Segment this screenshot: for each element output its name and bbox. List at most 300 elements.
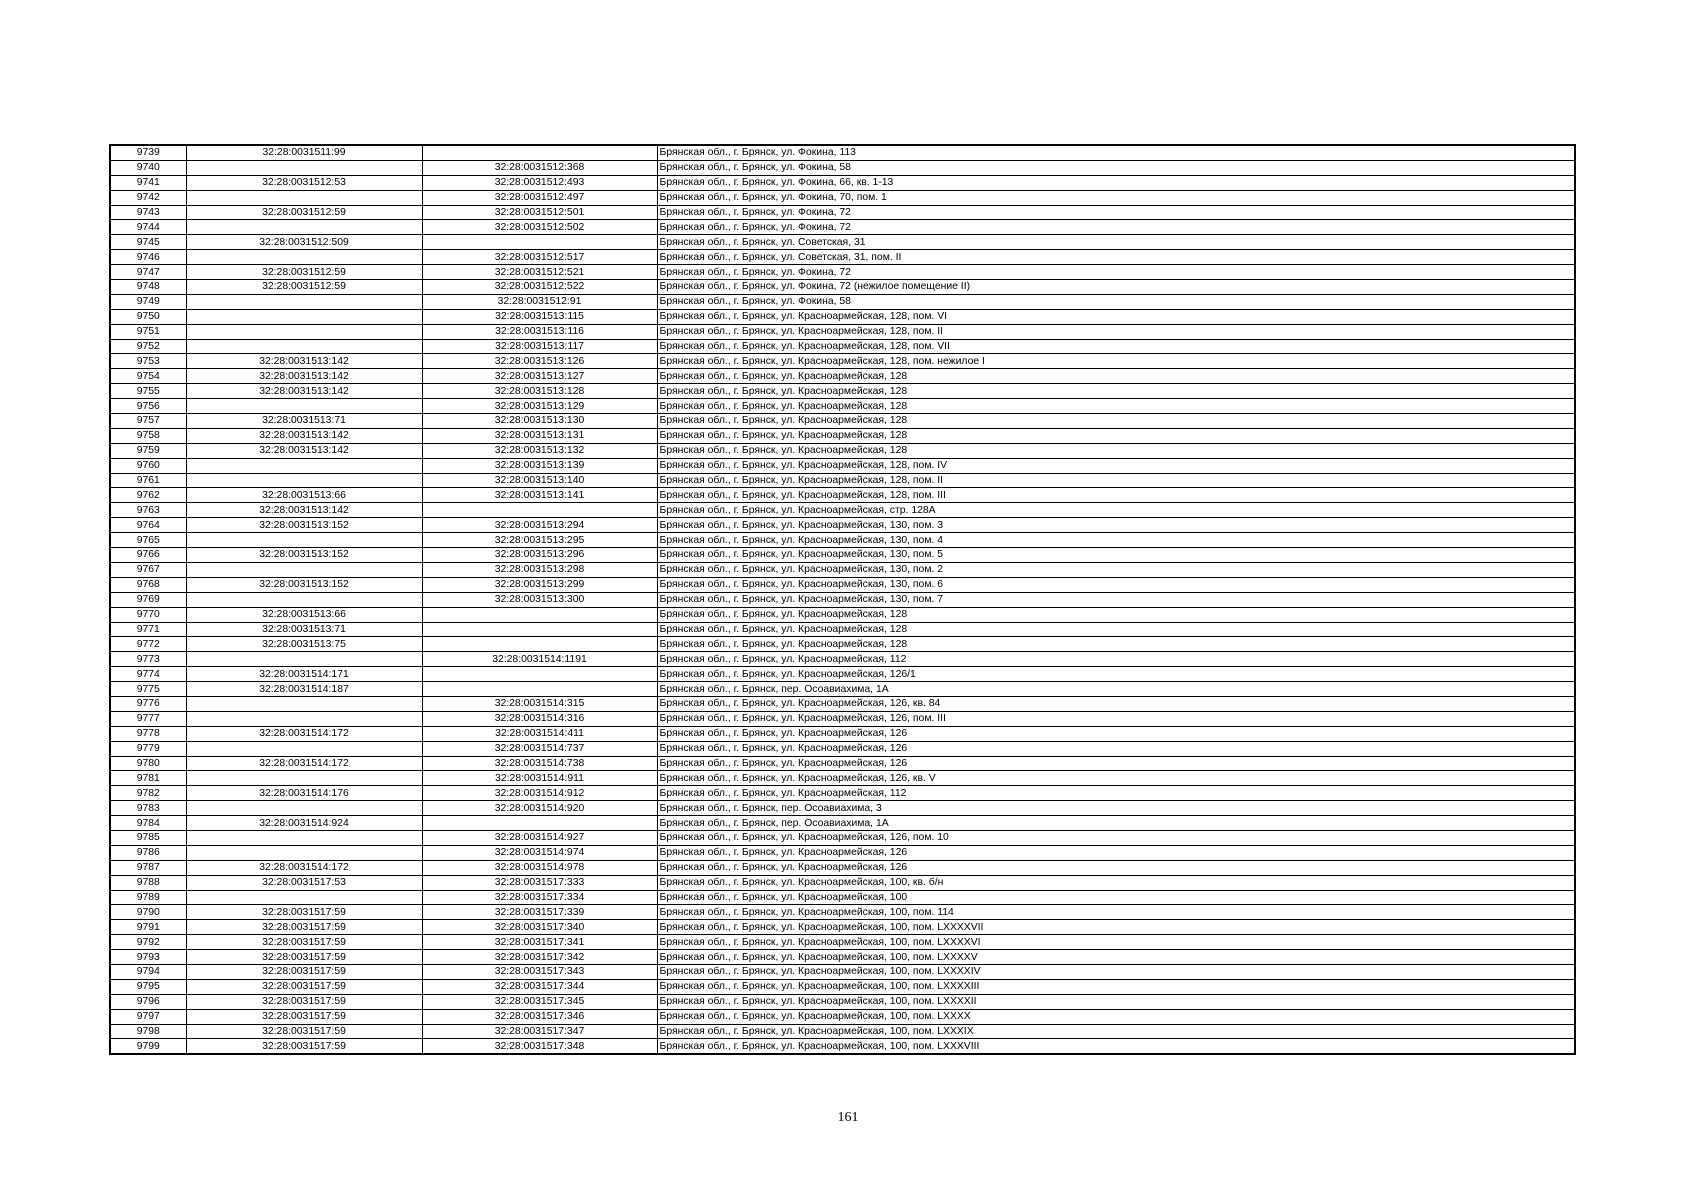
address-cell: Брянская обл., г. Брянск, ул. Красноармейская, 112: [657, 786, 1575, 801]
premises-cadastral-number-cell: 32:28:0031513:117: [422, 339, 657, 354]
row-number-cell: 9758: [110, 428, 186, 443]
table-row: [110, 801, 1575, 816]
table-row: [110, 548, 1575, 563]
premises-cadastral-number-cell: [422, 607, 657, 622]
address-cell: Брянская обл., г. Брянск, ул. Красноармейская, 112: [657, 652, 1575, 667]
cadastral-number-cell: [186, 890, 422, 905]
premises-cadastral-number-cell: 32:28:0031514:911: [422, 771, 657, 786]
table-row: [110, 1024, 1575, 1039]
table-row: [110, 756, 1575, 771]
address-cell: Брянская обл., г. Брянск, ул. Красноармейская, 100, пом. LXXXVIII: [657, 1039, 1575, 1054]
address-cell: Брянская обл., г. Брянск, ул. Красноармейская, 100, пом. LXXXXIII: [657, 979, 1575, 994]
address-cell: Брянская обл., г. Брянск, ул. Красноармейская, 128: [657, 637, 1575, 652]
row-number-cell: 9753: [110, 354, 186, 369]
premises-cadastral-number-cell: [422, 682, 657, 697]
row-number-cell: 9761: [110, 473, 186, 488]
row-number-cell: 9775: [110, 682, 186, 697]
table-row: [110, 577, 1575, 592]
address-cell: Брянская обл., г. Брянск, ул. Фокина, 72: [657, 265, 1575, 280]
row-number-cell: 9798: [110, 1024, 186, 1039]
table-row: [110, 1009, 1575, 1024]
premises-cadastral-number-cell: 32:28:0031513:116: [422, 324, 657, 339]
row-number-cell: 9792: [110, 935, 186, 950]
cadastral-number-cell: [186, 533, 422, 548]
table-row: [110, 458, 1575, 473]
premises-cadastral-number-cell: 32:28:0031512:501: [422, 205, 657, 220]
premises-cadastral-number-cell: 32:28:0031512:91: [422, 294, 657, 309]
cadastral-number-cell: 32:28:0031517:59: [186, 964, 422, 979]
address-cell: Брянская обл., г. Брянск, ул. Фокина, 58: [657, 294, 1575, 309]
cadastral-number-cell: [186, 845, 422, 860]
cadastral-number-cell: 32:28:0031514:924: [186, 816, 422, 831]
premises-cadastral-number-cell: 32:28:0031514:974: [422, 845, 657, 860]
row-number-cell: 9757: [110, 414, 186, 429]
row-number-cell: 9794: [110, 964, 186, 979]
address-cell: Брянская обл., г. Брянск, ул. Красноармейская, 100: [657, 890, 1575, 905]
address-cell: Брянская обл., г. Брянск, ул. Красноармейская, 126: [657, 860, 1575, 875]
address-cell: Брянская обл., г. Брянск, ул. Советская, 31: [657, 235, 1575, 250]
table-row: [110, 964, 1575, 979]
premises-cadastral-number-cell: 32:28:0031517:347: [422, 1024, 657, 1039]
premises-cadastral-number-cell: 32:28:0031514:1191: [422, 652, 657, 667]
premises-cadastral-number-cell: 32:28:0031513:139: [422, 458, 657, 473]
table-row: [110, 294, 1575, 309]
premises-cadastral-number-cell: 32:28:0031513:132: [422, 443, 657, 458]
row-number-cell: 9797: [110, 1009, 186, 1024]
premises-cadastral-number-cell: 32:28:0031517:346: [422, 1009, 657, 1024]
row-number-cell: 9788: [110, 875, 186, 890]
premises-cadastral-number-cell: 32:28:0031513:299: [422, 577, 657, 592]
cadastral-number-cell: [186, 562, 422, 577]
cadastral-number-cell: 32:28:0031511:99: [186, 145, 422, 160]
table-row: [110, 890, 1575, 905]
cadastral-number-cell: 32:28:0031517:59: [186, 950, 422, 965]
premises-cadastral-number-cell: 32:28:0031514:316: [422, 711, 657, 726]
premises-cadastral-number-cell: [422, 667, 657, 682]
address-cell: Брянская обл., г. Брянск, ул. Красноармейская, 100, пом. LXXXXVI: [657, 935, 1575, 950]
cadastral-number-cell: 32:28:0031517:53: [186, 875, 422, 890]
premises-cadastral-number-cell: 32:28:0031512:517: [422, 250, 657, 265]
row-number-cell: 9789: [110, 890, 186, 905]
address-cell: Брянская обл., г. Брянск, ул. Красноармейская, 128, пом. нежилое I: [657, 354, 1575, 369]
address-cell: Брянская обл., г. Брянск, ул. Красноармейская, 100, пом. LXXXXV: [657, 950, 1575, 965]
row-number-cell: 9748: [110, 280, 186, 295]
premises-cadastral-number-cell: [422, 816, 657, 831]
table-row: [110, 220, 1575, 235]
address-cell: Брянская обл., г. Брянск, ул. Красноармейская, 128: [657, 428, 1575, 443]
premises-cadastral-number-cell: 32:28:0031513:141: [422, 488, 657, 503]
address-cell: Брянская обл., г. Брянск, ул. Красноармейская, 128: [657, 622, 1575, 637]
cadastral-number-cell: 32:28:0031512:59: [186, 205, 422, 220]
row-number-cell: 9766: [110, 548, 186, 563]
table-row: [110, 1039, 1575, 1054]
premises-cadastral-number-cell: 32:28:0031517:339: [422, 905, 657, 920]
address-cell: Брянская обл., г. Брянск, ул. Красноармейская, 130, пом. 2: [657, 562, 1575, 577]
table-row: [110, 190, 1575, 205]
cadastral-number-cell: [186, 711, 422, 726]
row-number-cell: 9739: [110, 145, 186, 160]
cadastral-number-cell: 32:28:0031513:152: [186, 548, 422, 563]
cadastral-number-cell: [186, 220, 422, 235]
address-cell: Брянская обл., г. Брянск, ул. Красноармейская, 100, пом. LXXXXIV: [657, 964, 1575, 979]
cadastral-number-cell: 32:28:0031513:71: [186, 414, 422, 429]
premises-cadastral-number-cell: 32:28:0031517:348: [422, 1039, 657, 1054]
row-number-cell: 9754: [110, 369, 186, 384]
address-cell: Брянская обл., г. Брянск, ул. Красноармейская, 126/1: [657, 667, 1575, 682]
row-number-cell: 9765: [110, 533, 186, 548]
premises-cadastral-number-cell: 32:28:0031513:129: [422, 399, 657, 414]
row-number-cell: 9778: [110, 726, 186, 741]
address-cell: Брянская обл., г. Брянск, ул. Красноармейская, 126, кв. V: [657, 771, 1575, 786]
row-number-cell: 9767: [110, 562, 186, 577]
row-number-cell: 9743: [110, 205, 186, 220]
table-row: [110, 816, 1575, 831]
row-number-cell: 9790: [110, 905, 186, 920]
cadastral-number-cell: 32:28:0031514:172: [186, 726, 422, 741]
address-cell: Брянская обл., г. Брянск, ул. Фокина, 58: [657, 160, 1575, 175]
row-number-cell: 9773: [110, 652, 186, 667]
address-cell: Брянская обл., г. Брянск, ул. Фокина, 72: [657, 205, 1575, 220]
address-cell: Брянская обл., г. Брянск, пер. Осоавиахима, 3: [657, 801, 1575, 816]
premises-cadastral-number-cell: 32:28:0031513:115: [422, 309, 657, 324]
address-cell: Брянская обл., г. Брянск, ул. Красноармейская, 128: [657, 384, 1575, 399]
address-cell: Брянская обл., г. Брянск, ул. Красноармейская, 128: [657, 369, 1575, 384]
table-row: [110, 205, 1575, 220]
address-cell: Брянская обл., г. Брянск, ул. Фокина, 70, пом. 1: [657, 190, 1575, 205]
row-number-cell: 9781: [110, 771, 186, 786]
row-number-cell: 9783: [110, 801, 186, 816]
address-cell: Брянская обл., г. Брянск, ул. Красноармейская, 130, пом. 7: [657, 592, 1575, 607]
address-cell: Брянская обл., г. Брянск, ул. Красноармейская, 130, пом. 4: [657, 533, 1575, 548]
row-number-cell: 9769: [110, 592, 186, 607]
premises-cadastral-number-cell: 32:28:0031513:126: [422, 354, 657, 369]
cadastral-number-cell: 32:28:0031517:59: [186, 935, 422, 950]
table-row: [110, 235, 1575, 250]
address-cell: Брянская обл., г. Брянск, ул. Красноармейская, 128: [657, 414, 1575, 429]
row-number-cell: 9762: [110, 488, 186, 503]
premises-cadastral-number-cell: 32:28:0031517:333: [422, 875, 657, 890]
table-row: [110, 607, 1575, 622]
row-number-cell: 9787: [110, 860, 186, 875]
table-row: [110, 175, 1575, 190]
row-number-cell: 9795: [110, 979, 186, 994]
table-row: [110, 473, 1575, 488]
table-row: [110, 518, 1575, 533]
table-row: [110, 399, 1575, 414]
premises-cadastral-number-cell: 32:28:0031517:334: [422, 890, 657, 905]
premises-cadastral-number-cell: 32:28:0031514:411: [422, 726, 657, 741]
cadastral-number-cell: [186, 250, 422, 265]
address-cell: Брянская обл., г. Брянск, ул. Красноармейская, 100, пом. LXXXXVII: [657, 920, 1575, 935]
row-number-cell: 9785: [110, 830, 186, 845]
cadastral-number-cell: 32:28:0031517:59: [186, 1024, 422, 1039]
address-cell: Брянская обл., г. Брянск, пер. Осоавиахима, 1А: [657, 816, 1575, 831]
row-number-cell: 9772: [110, 637, 186, 652]
address-cell: Брянская обл., г. Брянск, ул. Красноармейская, 130, пом. 5: [657, 548, 1575, 563]
table-row: [110, 935, 1575, 950]
premises-cadastral-number-cell: 32:28:0031512:368: [422, 160, 657, 175]
table-row: [110, 503, 1575, 518]
premises-cadastral-number-cell: 32:28:0031512:502: [422, 220, 657, 235]
premises-cadastral-number-cell: 32:28:0031514:738: [422, 756, 657, 771]
table-row: [110, 369, 1575, 384]
table-row: [110, 741, 1575, 756]
cadastral-number-cell: [186, 696, 422, 711]
cadastral-number-cell: 32:28:0031513:142: [186, 384, 422, 399]
table-row: [110, 652, 1575, 667]
cadastral-number-cell: 32:28:0031513:75: [186, 637, 422, 652]
cadastral-number-cell: [186, 309, 422, 324]
address-cell: Брянская обл., г. Брянск, ул. Красноармейская, 128: [657, 607, 1575, 622]
table-row: [110, 354, 1575, 369]
table-row: [110, 994, 1575, 1009]
address-cell: Брянская обл., г. Брянск, ул. Красноармейская, 126: [657, 741, 1575, 756]
cadastral-number-cell: [186, 830, 422, 845]
premises-cadastral-number-cell: 32:28:0031513:128: [422, 384, 657, 399]
row-number-cell: 9755: [110, 384, 186, 399]
cadastral-number-cell: 32:28:0031513:142: [186, 428, 422, 443]
table-row: [110, 592, 1575, 607]
address-cell: Брянская обл., г. Брянск, ул. Красноармейская, 130, пом. 6: [657, 577, 1575, 592]
cadastral-number-cell: 32:28:0031512:509: [186, 235, 422, 250]
cadastral-number-cell: [186, 592, 422, 607]
table-row: [110, 979, 1575, 994]
row-number-cell: 9786: [110, 845, 186, 860]
registry-table-body: [110, 145, 1575, 1054]
table-row: [110, 160, 1575, 175]
table-row: [110, 786, 1575, 801]
table-row: [110, 280, 1575, 295]
premises-cadastral-number-cell: [422, 637, 657, 652]
table-row: [110, 384, 1575, 399]
cadastral-number-cell: [186, 652, 422, 667]
table-row: [110, 339, 1575, 354]
cadastral-number-cell: 32:28:0031517:59: [186, 905, 422, 920]
row-number-cell: 9764: [110, 518, 186, 533]
row-number-cell: 9776: [110, 696, 186, 711]
table-row: [110, 637, 1575, 652]
address-cell: Брянская обл., г. Брянск, пер. Осоавиахима, 1А: [657, 682, 1575, 697]
table-row: [110, 443, 1575, 458]
cadastral-number-cell: [186, 399, 422, 414]
cadastral-number-cell: [186, 741, 422, 756]
premises-cadastral-number-cell: 32:28:0031517:345: [422, 994, 657, 1009]
cadastral-number-cell: 32:28:0031512:59: [186, 280, 422, 295]
row-number-cell: 9742: [110, 190, 186, 205]
cadastral-number-cell: 32:28:0031513:142: [186, 354, 422, 369]
table-row: [110, 920, 1575, 935]
premises-cadastral-number-cell: 32:28:0031514:920: [422, 801, 657, 816]
address-cell: Брянская обл., г. Брянск, ул. Красноармейская, 128, пом. II: [657, 324, 1575, 339]
table-row: [110, 667, 1575, 682]
row-number-cell: 9777: [110, 711, 186, 726]
premises-cadastral-number-cell: 32:28:0031514:912: [422, 786, 657, 801]
table-row: [110, 830, 1575, 845]
cadastral-number-cell: 32:28:0031514:187: [186, 682, 422, 697]
table-row: [110, 428, 1575, 443]
table-row: [110, 950, 1575, 965]
row-number-cell: 9749: [110, 294, 186, 309]
premises-cadastral-number-cell: 32:28:0031517:340: [422, 920, 657, 935]
cadastral-number-cell: [186, 294, 422, 309]
premises-cadastral-number-cell: [422, 503, 657, 518]
address-cell: Брянская обл., г. Брянск, ул. Фокина, 72 (нежилое помещение II): [657, 280, 1575, 295]
cadastral-number-cell: 32:28:0031514:172: [186, 756, 422, 771]
table-row: [110, 265, 1575, 280]
table-row: [110, 682, 1575, 697]
premises-cadastral-number-cell: 32:28:0031513:295: [422, 533, 657, 548]
premises-cadastral-number-cell: [422, 145, 657, 160]
cadastral-number-cell: 32:28:0031517:59: [186, 1009, 422, 1024]
premises-cadastral-number-cell: 32:28:0031513:140: [422, 473, 657, 488]
table-row: [110, 309, 1575, 324]
cadastral-number-cell: [186, 324, 422, 339]
premises-cadastral-number-cell: [422, 235, 657, 250]
table-row: [110, 414, 1575, 429]
address-cell: Брянская обл., г. Брянск, ул. Красноармейская, 128, пом. III: [657, 488, 1575, 503]
cadastral-number-cell: 32:28:0031513:66: [186, 607, 422, 622]
registry-table: [109, 144, 1576, 1055]
premises-cadastral-number-cell: 32:28:0031512:521: [422, 265, 657, 280]
address-cell: Брянская обл., г. Брянск, ул. Красноармейская, 100, пом. 114: [657, 905, 1575, 920]
table-row: [110, 845, 1575, 860]
row-number-cell: 9770: [110, 607, 186, 622]
cadastral-number-cell: 32:28:0031513:142: [186, 503, 422, 518]
row-number-cell: 9782: [110, 786, 186, 801]
premises-cadastral-number-cell: 32:28:0031517:343: [422, 964, 657, 979]
premises-cadastral-number-cell: 32:28:0031513:300: [422, 592, 657, 607]
table-row: [110, 488, 1575, 503]
premises-cadastral-number-cell: 32:28:0031514:315: [422, 696, 657, 711]
premises-cadastral-number-cell: 32:28:0031513:127: [422, 369, 657, 384]
address-cell: Брянская обл., г. Брянск, ул. Фокина, 113: [657, 145, 1575, 160]
address-cell: Брянская обл., г. Брянск, ул. Красноармейская, 128, пом. VI: [657, 309, 1575, 324]
address-cell: Брянская обл., г. Брянск, ул. Красноармейская, 100, пом. LXXXIX: [657, 1024, 1575, 1039]
premises-cadastral-number-cell: 32:28:0031517:342: [422, 950, 657, 965]
table-row: [110, 860, 1575, 875]
row-number-cell: 9750: [110, 309, 186, 324]
cadastral-number-cell: 32:28:0031514:176: [186, 786, 422, 801]
address-cell: Брянская обл., г. Брянск, ул. Красноармейская, 128: [657, 399, 1575, 414]
table-row: [110, 562, 1575, 577]
row-number-cell: 9744: [110, 220, 186, 235]
address-cell: Брянская обл., г. Брянск, ул. Красноармейская, 126: [657, 756, 1575, 771]
table-row: [110, 696, 1575, 711]
row-number-cell: 9793: [110, 950, 186, 965]
cadastral-number-cell: 32:28:0031514:172: [186, 860, 422, 875]
table-row: [110, 726, 1575, 741]
cadastral-number-cell: [186, 473, 422, 488]
cadastral-number-cell: 32:28:0031513:152: [186, 577, 422, 592]
row-number-cell: 9746: [110, 250, 186, 265]
premises-cadastral-number-cell: 32:28:0031513:130: [422, 414, 657, 429]
cadastral-number-cell: [186, 458, 422, 473]
address-cell: Брянская обл., г. Брянск, ул. Фокина, 72: [657, 220, 1575, 235]
table-row: [110, 250, 1575, 265]
row-number-cell: 9799: [110, 1039, 186, 1054]
row-number-cell: 9740: [110, 160, 186, 175]
address-cell: Брянская обл., г. Брянск, ул. Красноармейская, 128, пом. II: [657, 473, 1575, 488]
address-cell: Брянская обл., г. Брянск, ул. Красноармейская, 100, кв. б/н: [657, 875, 1575, 890]
cadastral-number-cell: 32:28:0031513:71: [186, 622, 422, 637]
cadastral-number-cell: [186, 771, 422, 786]
address-cell: Брянская обл., г. Брянск, ул. Красноармейская, 100, пом. LXXXX: [657, 1009, 1575, 1024]
table-row: [110, 711, 1575, 726]
row-number-cell: 9751: [110, 324, 186, 339]
premises-cadastral-number-cell: 32:28:0031512:522: [422, 280, 657, 295]
premises-cadastral-number-cell: [422, 622, 657, 637]
premises-cadastral-number-cell: 32:28:0031512:493: [422, 175, 657, 190]
row-number-cell: 9747: [110, 265, 186, 280]
cadastral-number-cell: 32:28:0031514:171: [186, 667, 422, 682]
table-row: [110, 875, 1575, 890]
address-cell: Брянская обл., г. Брянск, ул. Советская, 31, пом. II: [657, 250, 1575, 265]
row-number-cell: 9774: [110, 667, 186, 682]
row-number-cell: 9780: [110, 756, 186, 771]
address-cell: Брянская обл., г. Брянск, ул. Красноармейская, 126, пом. 10: [657, 830, 1575, 845]
cadastral-number-cell: [186, 160, 422, 175]
premises-cadastral-number-cell: 32:28:0031512:497: [422, 190, 657, 205]
row-number-cell: 9791: [110, 920, 186, 935]
table-row: [110, 771, 1575, 786]
address-cell: Брянская обл., г. Брянск, ул. Красноармейская, 128, пом. VII: [657, 339, 1575, 354]
row-number-cell: 9745: [110, 235, 186, 250]
cadastral-number-cell: 32:28:0031517:59: [186, 920, 422, 935]
premises-cadastral-number-cell: 32:28:0031513:296: [422, 548, 657, 563]
premises-cadastral-number-cell: 32:28:0031514:927: [422, 830, 657, 845]
premises-cadastral-number-cell: 32:28:0031514:737: [422, 741, 657, 756]
address-cell: Брянская обл., г. Брянск, ул. Красноармейская, 126: [657, 845, 1575, 860]
row-number-cell: 9768: [110, 577, 186, 592]
cadastral-number-cell: [186, 801, 422, 816]
premises-cadastral-number-cell: 32:28:0031514:978: [422, 860, 657, 875]
row-number-cell: 9771: [110, 622, 186, 637]
table-row: [110, 533, 1575, 548]
cadastral-number-cell: 32:28:0031513:152: [186, 518, 422, 533]
table-row: [110, 905, 1575, 920]
address-cell: Брянская обл., г. Брянск, ул. Красноармейская, 126, кв. 84: [657, 696, 1575, 711]
address-cell: Брянская обл., г. Брянск, ул. Фокина, 66, кв. 1-13: [657, 175, 1575, 190]
cadastral-number-cell: 32:28:0031513:66: [186, 488, 422, 503]
row-number-cell: 9796: [110, 994, 186, 1009]
row-number-cell: 9741: [110, 175, 186, 190]
row-number-cell: 9756: [110, 399, 186, 414]
cadastral-number-cell: 32:28:0031513:142: [186, 369, 422, 384]
address-cell: Брянская обл., г. Брянск, ул. Красноармейская, стр. 128А: [657, 503, 1575, 518]
table-row: [110, 324, 1575, 339]
address-cell: Брянская обл., г. Брянск, ул. Красноармейская, 128: [657, 443, 1575, 458]
row-number-cell: 9784: [110, 816, 186, 831]
premises-cadastral-number-cell: 32:28:0031517:344: [422, 979, 657, 994]
table-row: [110, 145, 1575, 160]
premises-cadastral-number-cell: 32:28:0031513:294: [422, 518, 657, 533]
cadastral-number-cell: 32:28:0031512:59: [186, 265, 422, 280]
address-cell: Брянская обл., г. Брянск, ул. Красноармейская, 126: [657, 726, 1575, 741]
address-cell: Брянская обл., г. Брянск, ул. Красноармейская, 126, пом. III: [657, 711, 1575, 726]
cadastral-number-cell: 32:28:0031517:59: [186, 994, 422, 1009]
row-number-cell: 9759: [110, 443, 186, 458]
table-row: [110, 622, 1575, 637]
page-number: 161: [837, 1110, 859, 1125]
cadastral-number-cell: 32:28:0031513:142: [186, 443, 422, 458]
premises-cadastral-number-cell: 32:28:0031513:131: [422, 428, 657, 443]
cadastral-number-cell: 32:28:0031512:53: [186, 175, 422, 190]
row-number-cell: 9763: [110, 503, 186, 518]
cadastral-number-cell: [186, 339, 422, 354]
cadastral-number-cell: 32:28:0031517:59: [186, 1039, 422, 1054]
address-cell: Брянская обл., г. Брянск, ул. Красноармейская, 128, пом. IV: [657, 458, 1575, 473]
row-number-cell: 9752: [110, 339, 186, 354]
